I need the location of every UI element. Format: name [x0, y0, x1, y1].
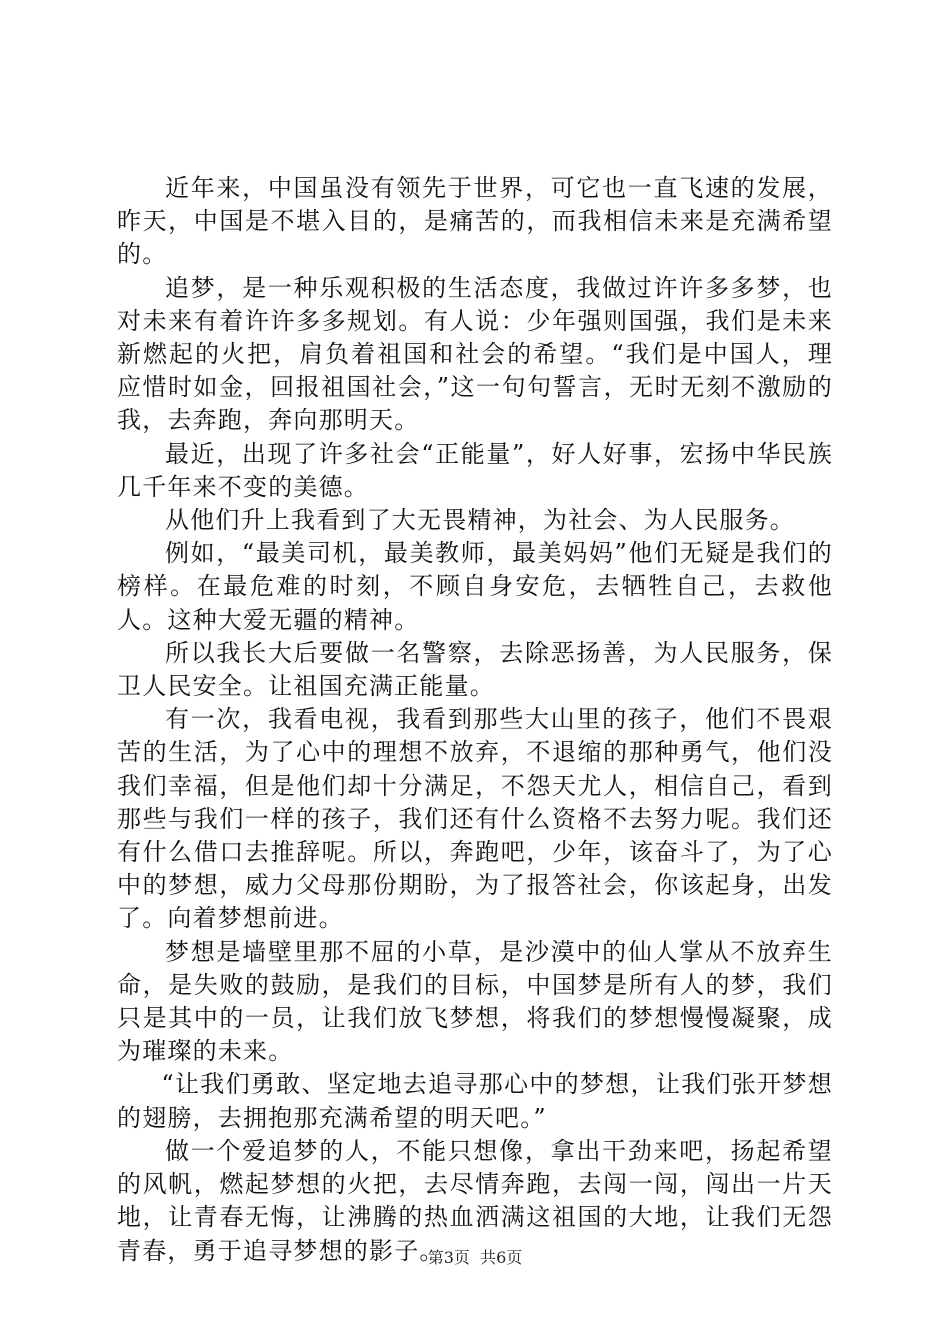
paragraph-2: 追梦，是一种乐观积极的生活态度，我做过许许多多梦，也对未来有着许许多多规划。有人说：少年强则国强，我们是未来新燃起的火把，肩负着祖国和社会的希望。“我们是中国人，理应惜时如金，回报祖国社会，”这一句句誓言，无时无刻不激励的我，去奔跑，奔向那明天。 [117, 273, 833, 435]
paragraph-8: 梦想是墙壁里那不屈的小草，是沙漠中的仙人掌从不放弃生命，是失败的鼓励，是我们的目标，中国梦是所有人的梦，我们只是其中的一员，让我们放飞梦想，将我们的梦想慢慢凝聚，成为璀璨的未来。 [117, 937, 833, 1066]
paragraph-1: 近年来，中国虽没有领先于世界，可它也一直飞速的发展，昨天，中国是不堪入目的，是痛苦的，而我相信未来是充满希望的。 [117, 174, 833, 269]
paragraph-9-quote: “让我们勇敢、坚定地去追寻那心中的梦想，让我们张开梦想的翅膀，去拥抱那充满希望的明天吧。” [117, 1070, 833, 1132]
paragraph-4: 从他们升上我看到了大无畏精神，为社会、为人民服务。 [165, 506, 795, 535]
paragraph-7: 有一次，我看电视，我看到那些大山里的孩子，他们不畏艰苦的生活，为了心中的理想不放弃，不退缩的那种勇气，他们没我们幸福，但是他们却十分满足，不怨天尤人，相信自己，看到那些与我们一样的孩子，我们还有什么资格不去努力呢。我们还有什么借口去推辞呢。所以，奔跑吧，少年，该奋斗了，为了心中的梦想，威力父母那份期盼，为了报答社会，你该起身，出发了。向着梦想前进。 [117, 705, 833, 933]
paragraph-10: 做一个爱追梦的人，不能只想像，拿出干劲来吧，扬起希望的风帆，燃起梦想的火把，去尽情奔跑，去闯一闯，闯出一片天地，让青春无悔，让沸腾的热血洒满这祖国的大地，让我们无怨青春，勇于追寻梦想的影子。 [117, 1136, 833, 1265]
document-body [117, 172, 833, 1268]
page-footer [0, 1245, 950, 1268]
paragraph-5: 例如，“最美司机，最美教师，最美妈妈”他们无疑是我们的榜样。在最危难的时刻，不顾自身安危，去牺牲自己，去救他人。这种大爱无疆的精神。 [117, 539, 833, 634]
paragraph-6: 所以我长大后要做一名警察，去除恶扬善，为人民服务，保卫人民安全。让祖国充满正能量。 [117, 638, 833, 701]
paragraph-3: 最近，出现了许多社会“正能量”，好人好事，宏扬中华民族几千年来不变的美德。 [117, 439, 833, 501]
page-number: 第3页 共6页 [427, 1248, 523, 1267]
